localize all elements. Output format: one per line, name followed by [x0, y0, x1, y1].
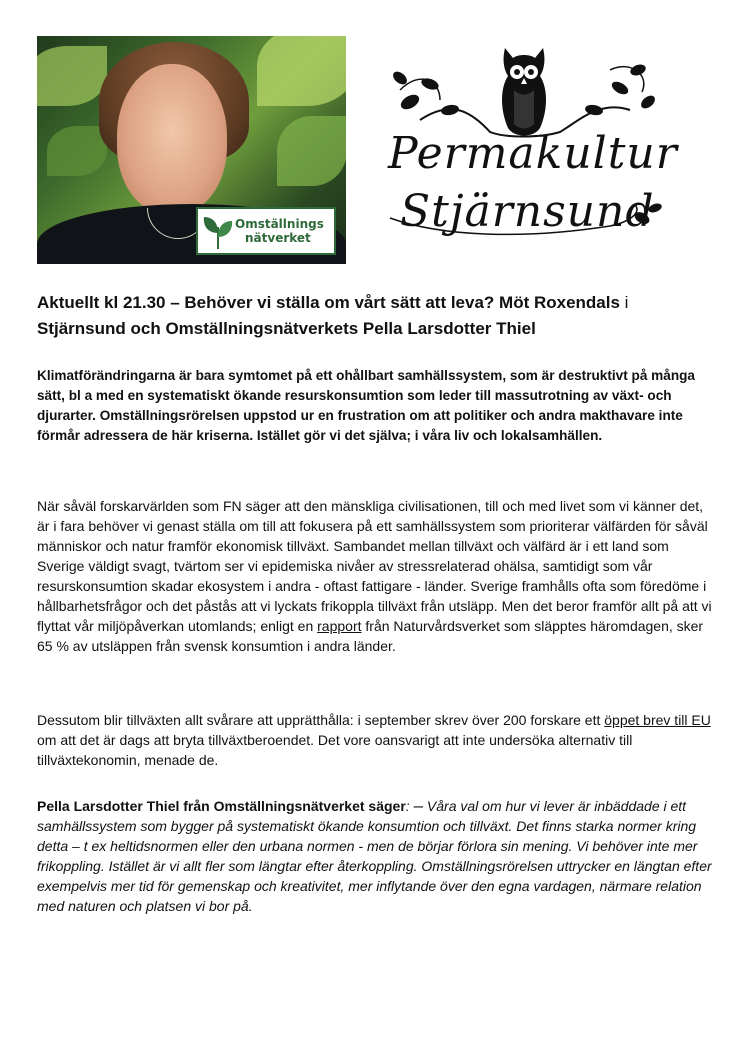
paragraph-2-text-a: Dessutom blir tillväxten allt svårare att upprätthålla: i september skrev över 200 forskare ett	[37, 712, 605, 728]
badge-line2: nätverket	[245, 231, 311, 245]
leaf-decoration	[257, 36, 346, 106]
face	[117, 64, 227, 214]
heading-bold-part1: Aktuellt kl 21.30 – Behöver vi ställa om vårt sätt att leva? Möt Roxendals	[37, 293, 620, 312]
logo-text-stjarnsund: Stjärnsund	[400, 186, 655, 237]
paragraph-1	[37, 496, 715, 656]
omstallningsnatverket-badge	[196, 207, 336, 255]
paragraph-2-text-b: om att det är dags att bryta tillväxtberoendet. Det vore oansvarigt att inte undersöka alternativ till tillväxtekonomin, menade de.	[37, 732, 633, 768]
leaf-decoration	[47, 126, 107, 176]
heading-bold-part2: Stjärnsund och Omställningsnätverkets Pella Larsdotter Thiel	[37, 319, 536, 338]
quote-colon: :	[405, 798, 414, 814]
paragraph-1-text-b: från Naturvårdsverket som släpptes häromdagen, sker 65 % av utsläppen från svensk konsumtion i andra länder.	[37, 618, 704, 654]
portrait-photo	[37, 36, 346, 264]
leaf-decoration	[37, 46, 107, 106]
paragraph-1-text-a: När såväl forskarvärlden som FN säger att den mänskliga civilisationen, till och med livet som vi känner det, är i fara behöver vi genast ställa om till att fokusera på ett samhällssystem som prioriterar välfärden för såväl människor och natur framför ekonomisk tillväxt. Sambandet mellan tillväxt och välfärd är i ett land som Sverige väldigt svagt, tvärtom ser vi epidemiska nivåer av stressrelaterad ohälsa, samtidigt som vår resurskonsumtion skadar ekosystem i andra - oftast fattigare - länder. Sverige framhålls ofta som föredöme i hållbarhetsfrågor och det påstås att vi lyckats frikoppla tillväxt från utsläpp. Men det beror framför allt på att vi flyttat vår miljöpåverkan utomlands; enligt en	[37, 498, 712, 634]
heading-normal-part: i	[619, 293, 629, 312]
open-letter-link[interactable]: öppet brev till EU	[604, 712, 711, 728]
lead-paragraph: Klimatförändringarna är bara symtomet på ett ohållbart samhällssystem, som är destruktivt på många sätt, bl a med en systematiskt ökande resurskonsumtion som leder till massutrotning av växt- och djurarter. Omställningsrörelsen uppstod ur en frustration om att politiker och andra makthavare inte förmår adressera de här kriserna. Istället gör vi det själva; i våra liv och lokalsamhällen.	[37, 368, 695, 443]
logo-text-permakultur: Permakultur	[388, 128, 678, 179]
badge-line1: Omställnings	[235, 217, 324, 231]
paragraph-3	[37, 796, 715, 916]
leaf-decoration	[277, 116, 346, 186]
quote-speaker: Pella Larsdotter Thiel från Omställningsnätverket säger	[37, 798, 406, 814]
permakultur-logo	[380, 40, 678, 255]
quote-dash: –	[413, 796, 424, 815]
quote-text: Våra val om hur vi lever är inbäddade i ett samhällssystem som bygger på systematiskt ökande konsumtion och tillväxt. Det finns starka normer kring detta – t ex heltidsnormen eller den urbana normen - men de börjar förlora sin mening. Vi behöver inte mer frikoppling. Istället är vi allt fler som längtar efter återkoppling. Omställningsrörelsen uttrycker en längtan efter exempelvis mer tid för gemenskap och kreativitet, mer inflytande över den egna vardagen, närmare relation med naturen och platsen vi bor på.	[37, 798, 712, 914]
paragraph-2	[37, 710, 715, 770]
article-heading	[37, 290, 709, 342]
sprout-icon	[201, 211, 235, 251]
rapport-link[interactable]: rapport	[317, 618, 362, 634]
